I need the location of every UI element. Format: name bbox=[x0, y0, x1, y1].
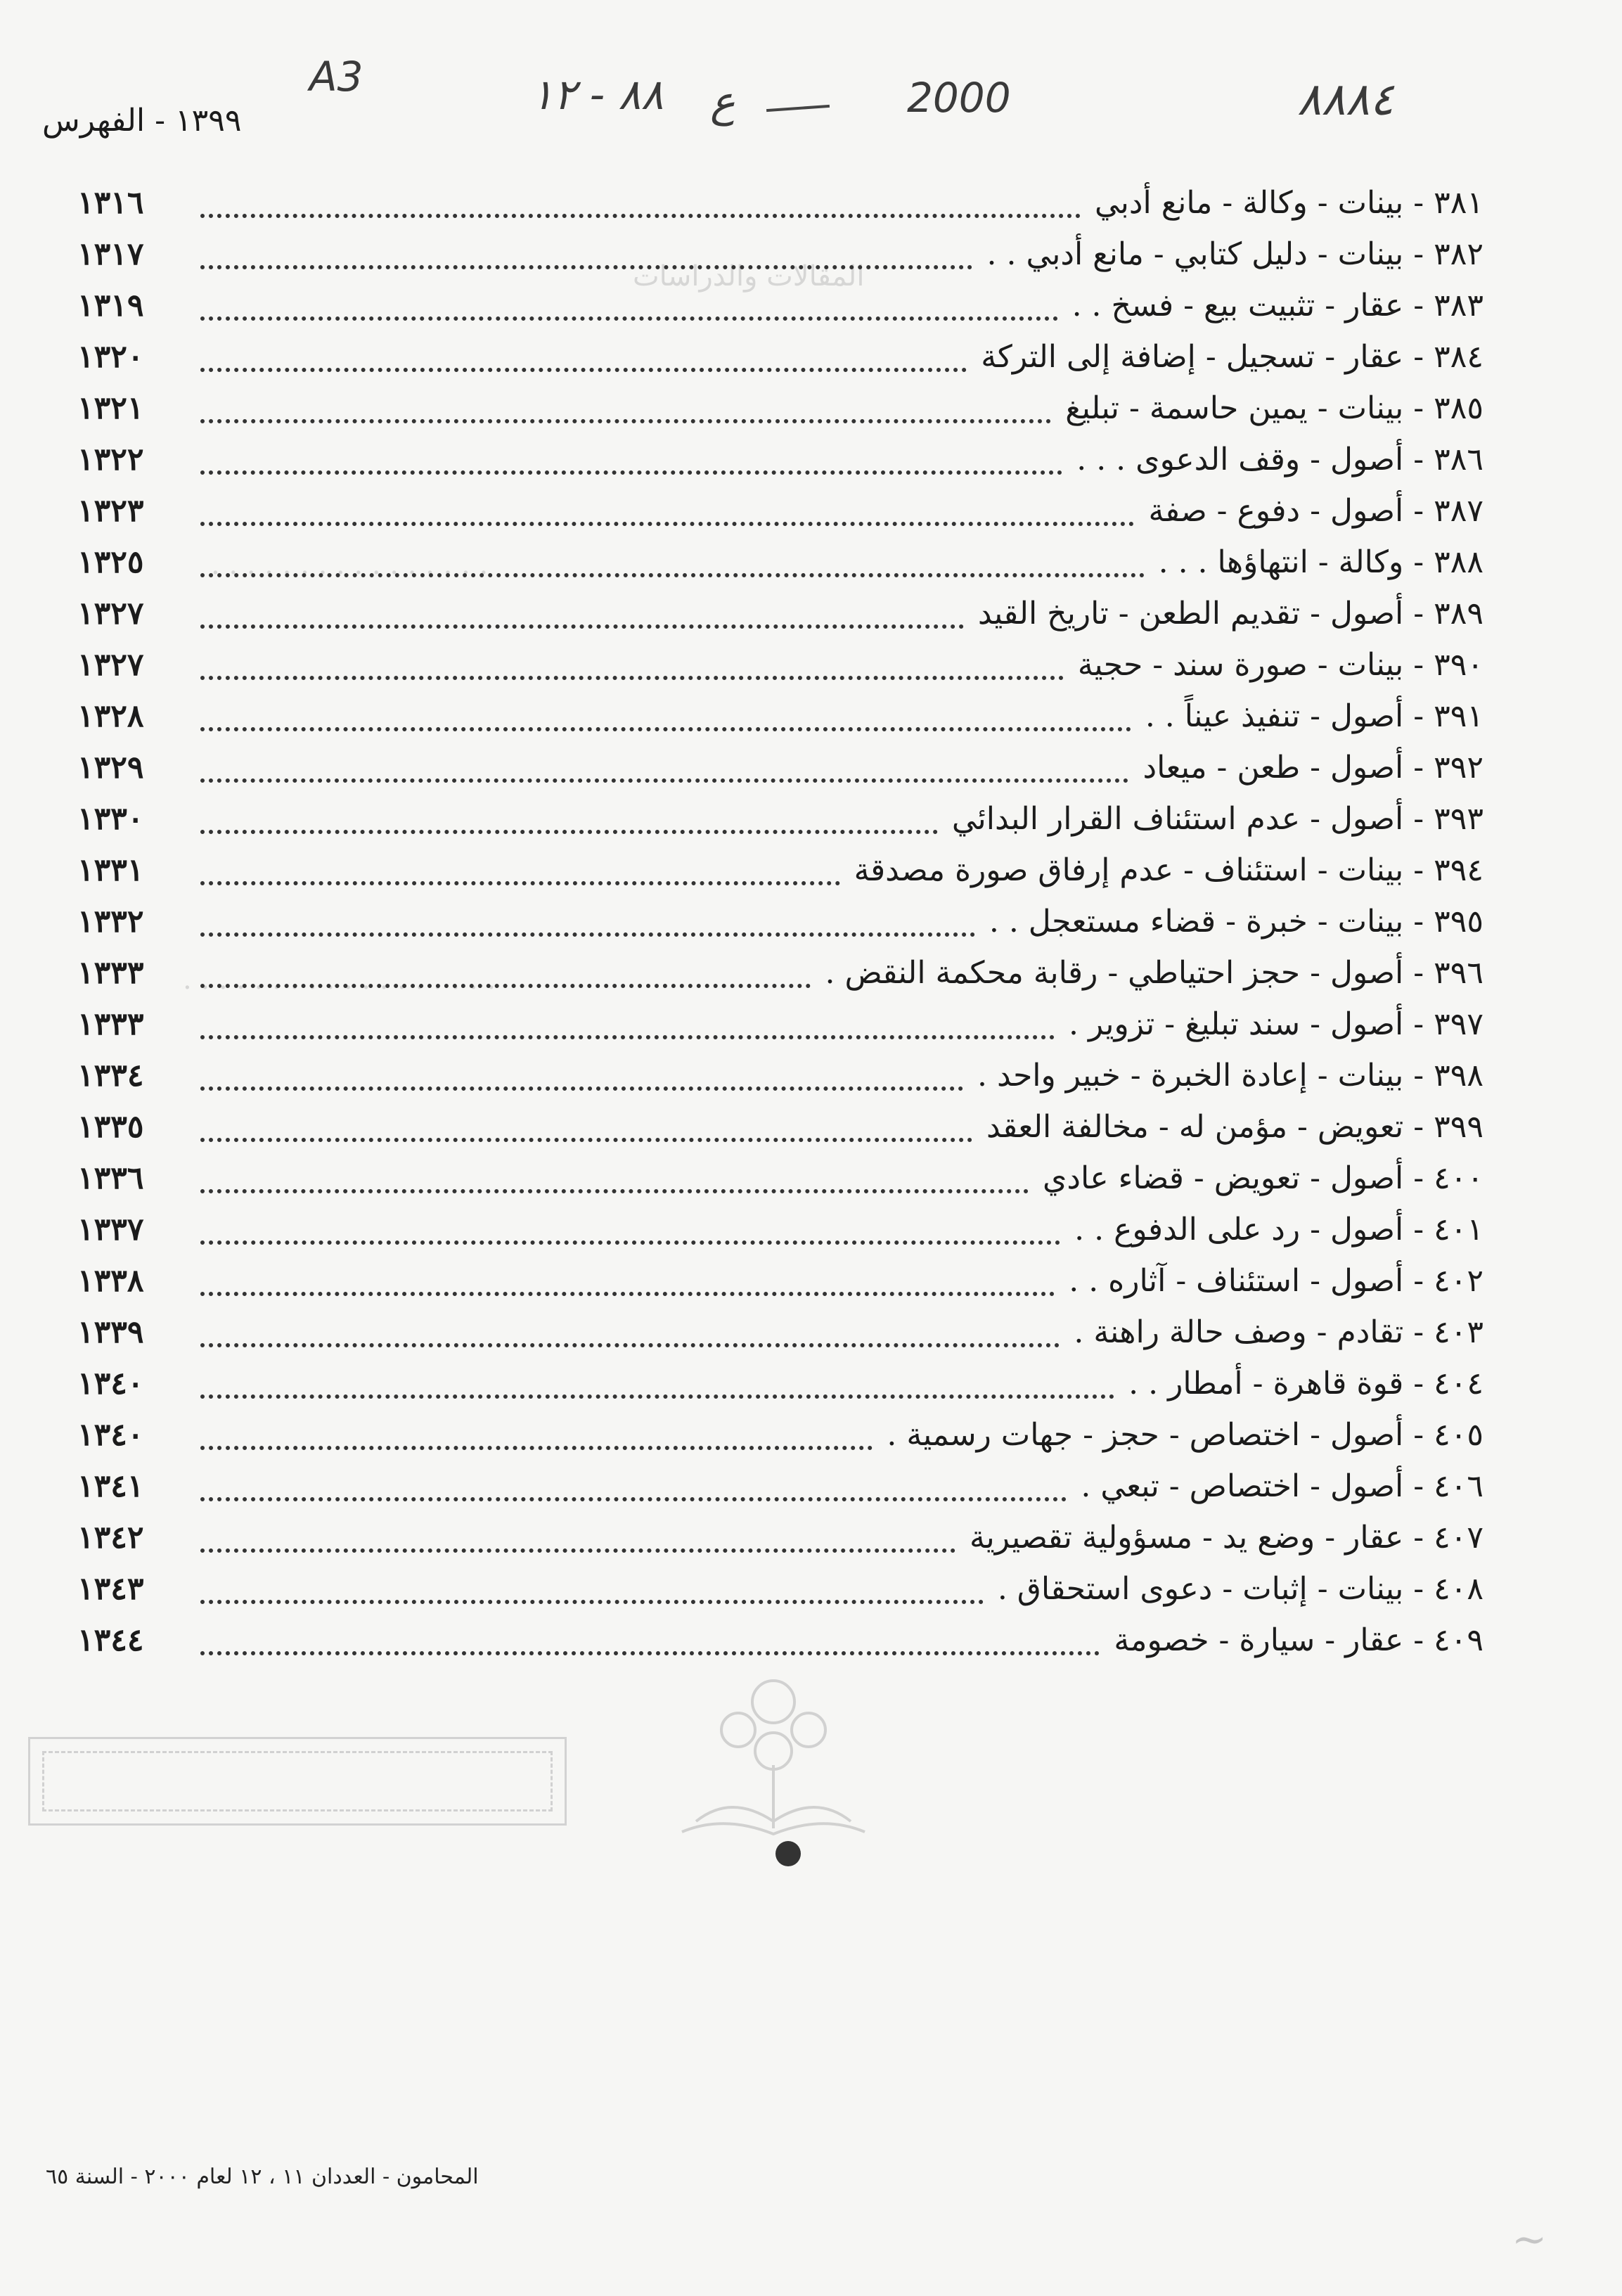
entry-page: ١٣٢٩ bbox=[77, 750, 144, 785]
toc-entry bbox=[77, 1307, 1483, 1359]
entry-title: ٣٩٤ - بينات - استئناف - عدم إرفاق صورة مصدقة bbox=[854, 852, 1483, 888]
entry-title: ٣٨١ - بينات - وكالة - مانع أدبي bbox=[1094, 185, 1483, 221]
handwritten-number: ٨٨٨٤ bbox=[1297, 74, 1394, 126]
dot-leader bbox=[200, 1322, 1060, 1347]
faded-stamp-inner bbox=[42, 1751, 553, 1811]
entry-title: ٤٠٨ - بينات - إثبات - دعوى استحقاق . bbox=[997, 1571, 1483, 1607]
dot-leader bbox=[200, 809, 938, 834]
entry-page: ١٣٤٢ bbox=[77, 1520, 144, 1556]
entry-page: ١٣١٩ bbox=[77, 288, 144, 323]
toc-entry bbox=[77, 1461, 1483, 1513]
toc-entry bbox=[77, 896, 1483, 948]
dot-leader bbox=[200, 1579, 984, 1604]
dot-leader bbox=[200, 1014, 1055, 1039]
dot-leader bbox=[200, 963, 811, 988]
entry-page: ١٣٣٧ bbox=[77, 1212, 144, 1248]
toc-entry bbox=[77, 331, 1483, 383]
dot-leader bbox=[200, 603, 964, 629]
entry-page: ١٣٣٠ bbox=[77, 801, 144, 837]
dot-leader bbox=[200, 552, 1145, 577]
handwritten-code: A3 bbox=[309, 53, 363, 101]
dot-leader bbox=[200, 1373, 1114, 1399]
dot-leader bbox=[200, 347, 967, 372]
running-head: ١٣٩٩ - الفهرس bbox=[42, 103, 242, 139]
toc-entry bbox=[77, 742, 1483, 794]
ornament-icon bbox=[654, 1653, 893, 1849]
toc-entry bbox=[77, 383, 1483, 435]
dot-leader bbox=[200, 1630, 1100, 1655]
entry-title: ٣٩٥ - بينات - خبرة - قضاء مستعجل . . bbox=[989, 904, 1483, 939]
entry-page: ١٣٤١ bbox=[77, 1468, 144, 1504]
entry-page: ١٣٤٠ bbox=[77, 1417, 144, 1453]
dot-leader bbox=[200, 706, 1131, 731]
entry-title: ٣٩٩ - تعويض - مؤمن له - مخالفة العقد bbox=[986, 1109, 1483, 1145]
entry-page: ١٣٢٠ bbox=[77, 339, 144, 375]
bleed-through-text: المقالات والدراسات bbox=[633, 260, 865, 293]
entry-title: ٣٨٧ - أصول - دفوع - صفة bbox=[1148, 493, 1483, 529]
entry-page: ١٣٢١ bbox=[77, 390, 144, 426]
toc-entry bbox=[77, 1255, 1483, 1307]
dot-leader bbox=[200, 1527, 955, 1553]
entry-page: ١٣٤٤ bbox=[77, 1622, 144, 1658]
toc-entry bbox=[77, 229, 1483, 281]
handwritten-letter: ع bbox=[710, 77, 735, 127]
entry-title: ٤٠٥ - أصول - اختصاص - حجز - جهات رسمية . bbox=[887, 1417, 1483, 1453]
entry-page: ١٣٢٢ bbox=[77, 442, 144, 477]
entry-title: ٣٩٦ - أصول - حجز احتياطي - رقابة محكمة النقض . bbox=[825, 955, 1483, 991]
entry-title: ٣٩٨ - بينات - إعادة الخبرة - خبير واحد . bbox=[977, 1058, 1483, 1094]
dot-leader bbox=[200, 244, 972, 269]
bleed-through-text: . . . . . . . . . . . . . . . . bbox=[211, 549, 489, 581]
toc-entry bbox=[77, 1358, 1483, 1410]
entry-page: ١٣٤٠ bbox=[77, 1366, 144, 1402]
entry-title: ٤٠٣ - تقادم - وصف حالة راهنة . bbox=[1074, 1314, 1483, 1350]
entry-page: ١٣٢٨ bbox=[77, 698, 144, 734]
dot-leader bbox=[200, 1065, 963, 1091]
toc-entry bbox=[77, 1204, 1483, 1256]
entry-title: ٤٠١ - أصول - رد على الدفوع . . bbox=[1074, 1212, 1483, 1248]
entry-title: ٣٨٩ - أصول - تقديم الطعن - تاريخ القيد bbox=[977, 596, 1483, 631]
toc-entry bbox=[77, 1512, 1483, 1564]
entry-page: ١٣٣٦ bbox=[77, 1160, 144, 1196]
toc-entry bbox=[77, 691, 1483, 743]
toc-entry bbox=[77, 1563, 1483, 1615]
toc-entry bbox=[77, 1101, 1483, 1153]
entry-page: ١٣٢٧ bbox=[77, 647, 144, 683]
entry-title: ٣٨٥ - بينات - يمين حاسمة - تبليغ bbox=[1065, 390, 1483, 426]
entry-title: ٤٠٢ - أصول - استئناف - آثاره . . bbox=[1069, 1263, 1483, 1299]
toc-entry bbox=[77, 1050, 1483, 1102]
toc-entry bbox=[77, 280, 1483, 332]
dot-leader bbox=[200, 1425, 873, 1450]
entry-title: ٣٨٨ - وكالة - انتهاؤها . . . bbox=[1158, 544, 1483, 580]
entry-title: ٤٠٦ - أصول - اختصاص - تبعي . bbox=[1081, 1468, 1483, 1504]
handwritten-year: 2000 bbox=[907, 74, 1011, 122]
entry-title: ٣٩١ - أصول - تنفيذ عيناً . . bbox=[1145, 698, 1483, 734]
entry-title: ٣٨٤ - عقار - تسجيل - إضافة إلى التركة bbox=[981, 339, 1483, 375]
toc-entry bbox=[77, 434, 1483, 486]
entry-title: ٤٠٩ - عقار - سيارة - خصومة bbox=[1114, 1622, 1483, 1658]
toc-entry bbox=[77, 1153, 1483, 1205]
entry-page: ١٣٢٧ bbox=[77, 596, 144, 631]
entry-title: ٤٠٤ - قوة قاهرة - أمطار . . bbox=[1128, 1366, 1483, 1402]
entry-title: ٣٩٢ - أصول - طعن - ميعاد bbox=[1143, 750, 1483, 785]
entry-page: ١٣٣٣ bbox=[77, 955, 144, 991]
entry-page: ١٣٤٣ bbox=[77, 1571, 144, 1607]
dot-leader bbox=[200, 911, 975, 937]
entry-page: ١٣١٦ bbox=[77, 185, 144, 221]
toc-entry bbox=[77, 177, 1483, 229]
entry-title: ٣٨٢ - بينات - دليل كتابي - مانع أدبي . . bbox=[986, 236, 1483, 272]
dot-leader bbox=[200, 655, 1064, 680]
bleed-through-text: . . . . . . . . . . . . . . . . . . bbox=[183, 963, 496, 996]
entry-title: ٣٩٣ - أصول - عدم استئناف القرار البدائي bbox=[951, 801, 1483, 837]
toc-entry bbox=[77, 639, 1483, 691]
entry-page: ١٣٢٥ bbox=[77, 544, 144, 580]
page-footer: المحامون - العددان ١١ ، ١٢ لعام ٢٠٠٠ - السنة ٦٥ bbox=[46, 2164, 479, 2189]
entry-title: ٣٨٦ - أصول - وقف الدعوى . . . bbox=[1076, 442, 1483, 477]
dot-leader bbox=[200, 1476, 1067, 1501]
dot-leader bbox=[200, 1271, 1055, 1296]
dot-leader bbox=[200, 1168, 1029, 1193]
entry-title: ٣٩٠ - بينات - صورة سند - حجية bbox=[1077, 647, 1483, 683]
entry-page: ١٣٣٩ bbox=[77, 1314, 144, 1350]
entry-page: ١٣٣٥ bbox=[77, 1109, 144, 1145]
dot-leader bbox=[200, 295, 1058, 321]
ink-dot bbox=[775, 1841, 801, 1866]
dot-leader bbox=[200, 1219, 1060, 1245]
toc-entry bbox=[77, 845, 1483, 897]
dot-leader bbox=[200, 501, 1134, 526]
toc-entry bbox=[77, 947, 1483, 999]
dot-leader bbox=[200, 757, 1128, 783]
entry-page: ١٣٣٢ bbox=[77, 904, 144, 939]
dot-leader bbox=[200, 860, 840, 885]
entry-title: ٣٩٧ - أصول - سند تبليغ - تزوير . bbox=[1069, 1006, 1483, 1042]
toc-entry bbox=[77, 537, 1483, 589]
entry-page: ١٣٢٣ bbox=[77, 493, 144, 529]
entry-page: ١٣٣٨ bbox=[77, 1263, 144, 1299]
dot-leader bbox=[200, 398, 1051, 423]
toc-entry bbox=[77, 485, 1483, 537]
entry-page: ١٣٣٣ bbox=[77, 1006, 144, 1042]
toc-entry bbox=[77, 999, 1483, 1051]
entry-title: ٣٨٣ - عقار - تثبيت بيع - فسخ . . bbox=[1071, 288, 1483, 323]
toc-entry bbox=[77, 588, 1483, 640]
dot-leader bbox=[200, 449, 1062, 475]
entry-page: ١٣١٧ bbox=[77, 236, 144, 272]
toc-entry bbox=[77, 793, 1483, 845]
dot-leader bbox=[200, 1117, 972, 1142]
entry-title: ٤٠٠ - أصول - تعويض - قضاء عادي bbox=[1042, 1160, 1483, 1196]
entry-page: ١٣٣٤ bbox=[77, 1058, 144, 1094]
entry-page: ١٣٣١ bbox=[77, 852, 144, 888]
handwritten-range: ٨٨ - ١٢ bbox=[531, 70, 664, 120]
toc-entry bbox=[77, 1409, 1483, 1461]
dot-leader bbox=[200, 193, 1081, 218]
corner-scribble: ~ bbox=[1512, 2215, 1547, 2264]
entry-title: ٤٠٧ - عقار - وضع يد - مسؤولية تقصيرية bbox=[969, 1520, 1483, 1556]
